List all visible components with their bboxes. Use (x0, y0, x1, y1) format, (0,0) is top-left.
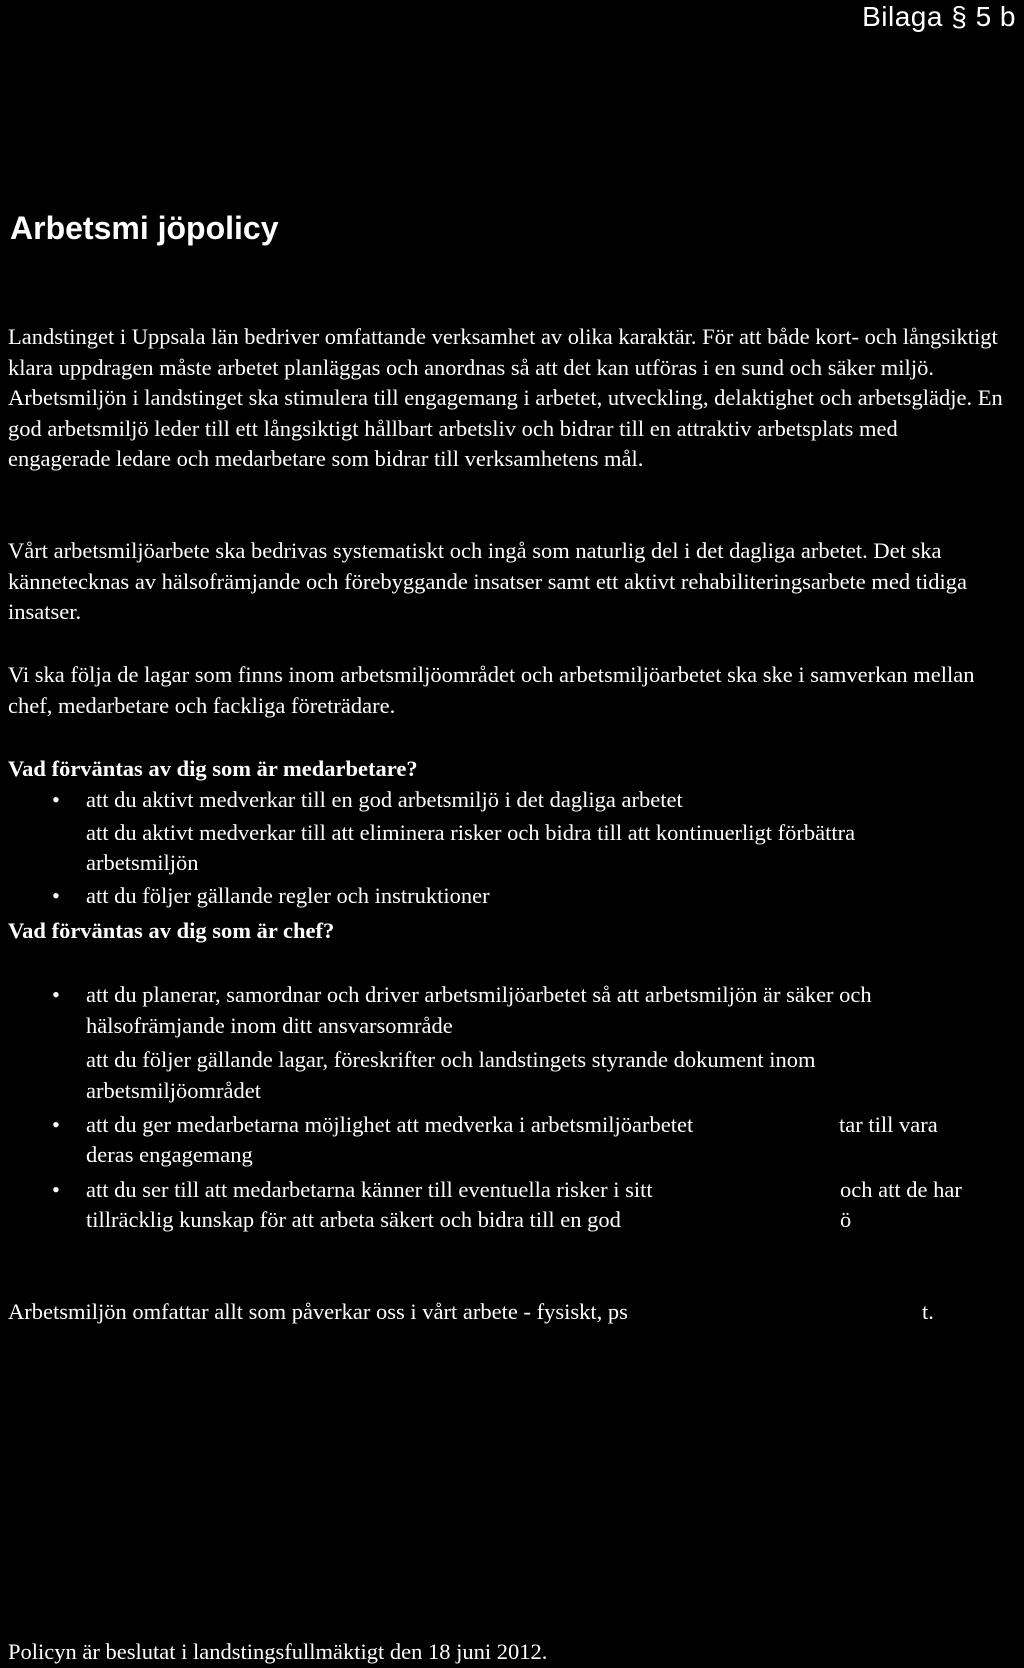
manager-expectations-list (8, 980, 1008, 1238)
list-item-text: ö (840, 1207, 852, 1232)
bullet-icon: • (52, 1177, 60, 1202)
list-item (8, 1110, 1008, 1171)
list-item-text: att du följer gällande regler och instruktioner (86, 882, 490, 908)
document-title: Arbetsmi jöpolicy (10, 210, 279, 246)
list-item-text: att du planerar, samordnar och driver arbetsmiljöarbetet så att arbetsmiljön är säker och hälsofrämjande inom ditt ansvarsområde (86, 982, 872, 1038)
list-item (8, 1175, 1008, 1236)
bullet-icon: • (52, 1112, 60, 1137)
closing-text: Arbetsmiljön omfattar allt som påverkar oss i vårt arbete - fysiskt, ps (8, 1299, 628, 1324)
employee-expectations-list (8, 785, 1008, 913)
employee-section-heading: Vad förväntas av dig som är medarbetare? (8, 756, 418, 781)
closing-text-end: t. (922, 1299, 934, 1324)
list-item (8, 818, 1008, 879)
intro-paragraph: Landstinget i Uppsala län bedriver omfattande verksamhet av olika karaktär. För att både kort- och långsiktigt klara uppdragen måste arbetet planläggas och anordnas så att det kan utföras i en sund och säker miljö. Arbetsmiljön i landstinget ska stimulera till engagemang i arbetet, utveckling, delaktighet och arbetsglädje. En god arbetsmiljö leder till ett långsiktigt hållbart arbetsliv och bidrar till en attraktiv arbetsplats med engagerade ledare och medarbetare som bidrar till verksamhetens mål. (8, 324, 1003, 471)
list-item (8, 1045, 1008, 1106)
list-item (8, 785, 1008, 816)
footer-note: Policyn är beslutat i landstingsfullmäktigt den 18 juni 2012. (8, 1639, 548, 1664)
list-item-text: att du aktivt medverkar till en god arbetsmiljö i det dagliga arbetet (86, 787, 683, 812)
list-item (8, 980, 1008, 1041)
bullet-icon: • (52, 982, 60, 1007)
list-item-text: och att de har (840, 1177, 962, 1202)
manager-section-heading: Vad förväntas av dig som är chef? (8, 918, 335, 943)
list-item-text: att du aktivt medverkar till att eliminera risker och bidra till att kontinuerligt förbättra arbetsmiljön (86, 819, 856, 875)
bullet-icon: • (52, 882, 60, 908)
attachment-label: Bilaga § 5 b (862, 1, 1016, 32)
closing-paragraph (8, 1297, 1008, 1329)
list-item-text: att du ger medarbetarna möjlighet att medverka i arbetsmiljöarbetet (86, 1112, 694, 1137)
list-item-text: att du ser till att medarbetarna känner till eventuella risker i sitt (86, 1177, 653, 1202)
list-item-text: deras engagemang (86, 1142, 253, 1167)
bullet-icon: • (52, 787, 60, 812)
list-item-text: att du följer gällande lagar, föreskrifter och landstingets styrande dokument inom arbetsmiljöområdet (86, 1047, 816, 1103)
law-paragraph: Vi ska följa de lagar som finns inom arbetsmiljöområdet och arbetsmiljöarbetet ska ske i samverkan mellan chef, medarbetare och fackliga företrädare. (8, 662, 975, 718)
list-item-text: tar till vara (839, 1112, 938, 1137)
list-item-text: tillräcklig kunskap för att arbeta säkert och bidra till en god (86, 1207, 621, 1232)
work-environment-paragraph: Vårt arbetsmiljöarbete ska bedrivas systematiskt och ingå som naturlig del i det dagliga arbetet. Det ska kännetecknas av hälsofrämjande och förebyggande insatser samt ett aktivt rehabiliteringsarbete med tidiga insatser. (8, 538, 968, 624)
list-item (8, 881, 1008, 912)
